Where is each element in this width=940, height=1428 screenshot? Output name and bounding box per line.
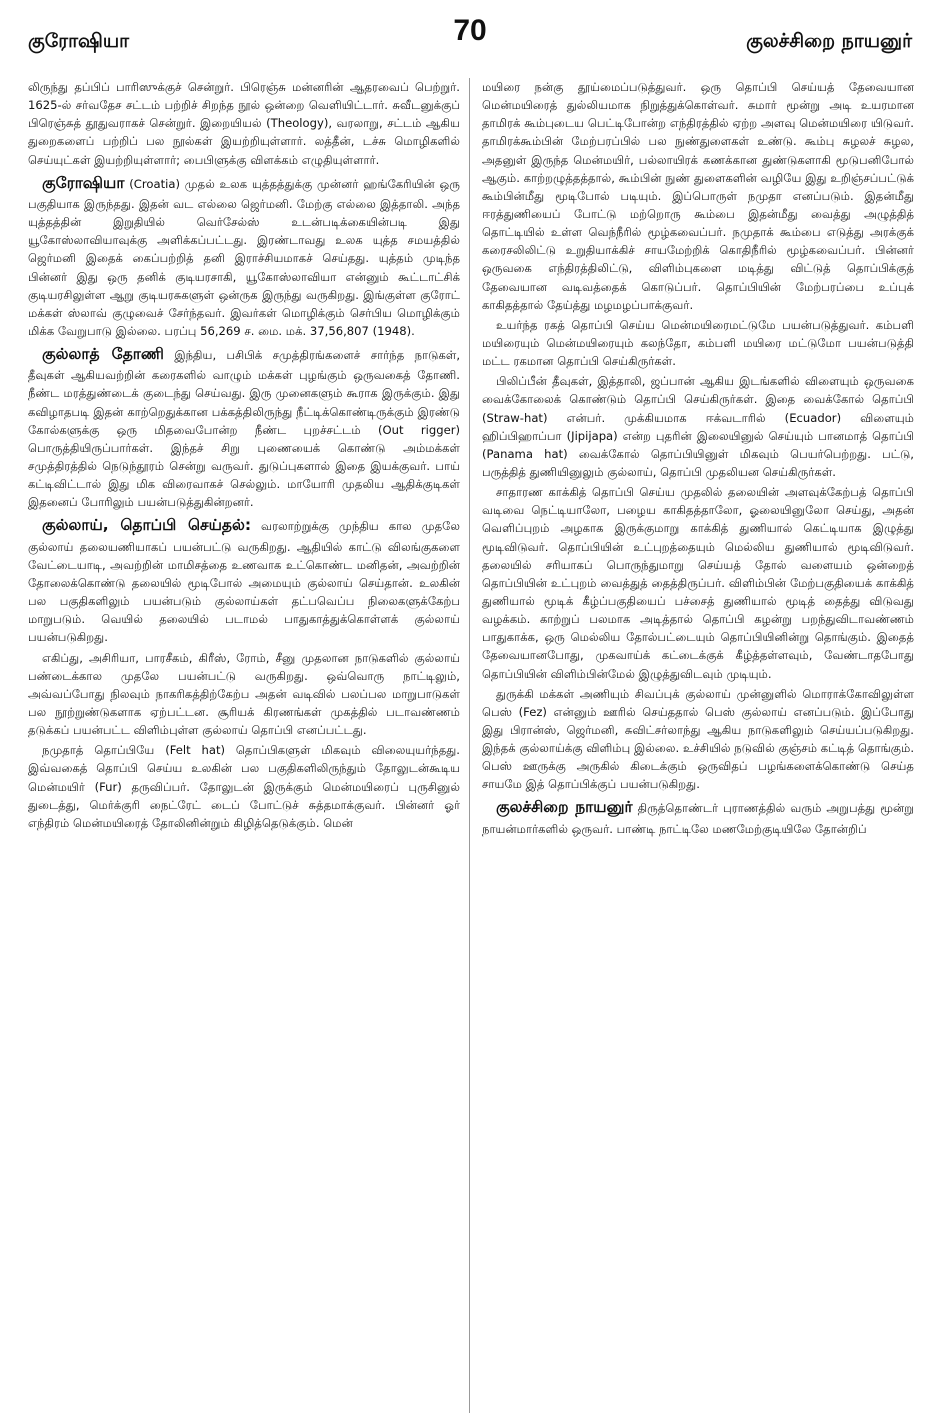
croatia-heading: குரோஷியா: [42, 173, 125, 192]
grotius-continuation: லிருந்து தப்பிப் பாரிஸுக்குச் சென்றுர். பிரெஞ்சு மன்னரின் ஆதரவைப் பெற்றுர். 1625-ல் சர்வதேச சட்டம் பற்றிச் சிறந்த நூல் ஒன்றை வெளியிட்டார். சுவீடனுக்குப் பிரெஞ்சுத் தூதுவராகச் சென்றுர். இறையியல் (Theology), வரலாறு, சட்டம் ஆகிய துறைகளைப் பற்றிப் பல நூல்கள் இயற்றியுள்ளார். லத்தீன், டச்சு மொழிகளில் செய்யுட்கள் இயற்றியுள்ளார்; பைபிளுக்கு விளக்கம் எழுதியுள்ளார்.: [28, 80, 460, 167]
outrigger-boat-text: இந்திய, பசிபிக் சமுத்திரங்களைச் சார்ந்த நாடுகள், தீவுகள் ஆகியவற்றின் கரைகளில் வாழும் மக்கள் புழங்கும் ஒருவகைத் தோணி. நீண்ட மரத்துண்டைக் குடைந்து செய்வது. இரு முனைகளும் கூராக இருக்கும். இது கவிழாதபடி இதன் காற்றெதுக்கான பக்கத்திலிருந்து நீட்டிக்கொண்டிருக்கும் இரண்டு கோல்களுக்கு ஒரு மிதவைபோன்ற நீண்ட புறச்சட்டம் (Out rigger) பொருத்தியிருப்பார்கள். இந்தச் சிறு புணையைக் கொண்டு அம்மக்கள் சமுத்திரத்தில் நெடுந்தூரம் சென்று வருவர். துடுப்புகளால் இதை இயக்குவர். பாய் கட்டிவிட்டால் இது மிக விரைவாகச் செல்லும். மாயோரி முதலிய ஆதிக்குடிகள் இதனைப் போரிலும் பயன்படுத்துகின்றனர்.: [28, 348, 460, 510]
felt-process-paragraph: மயிரை நன்கு தூய்மைப்படுத்துவர். ஒரு தொப்பி செய்யத் தேவையான மென்மயிரைத் துல்லியமாக நிறுத்துக்கொள்வர். சுமார் மூன்று அடி உயரமான தாமிரக் கூம்புடைய பெட்டிபோன்ற எந்திரத்தில் ஏற்ற அளவு மென்மயிரை யிடுவர். தாமிரக்கூம்பின் மேற்பரப்பில் பல நுண்துளைகள் உண்டு. கூம்பு சுழலச் சுழல, அதனுள் இருந்த மென்மயிர், பல்லாயிரக் கணக்கான துண்டுகளாகி மூடுபனிபோல் ஆகும். காற்றழுத்தத்தால், கூம்பின் நுண் துளைகளின் வழியே இது உறிஞ்சப்பட்டுக் கூம்பின்மீது மூடிபோல் படியும். இப்பொருள் நமுதா எனப்படும். இதன்மீது ஈரத்துணியைப் போட்டு மற்றொரு கூம்பை இதன்மீது வைத்து அழுத்தித் தொட்டியில் உள்ள வெந்நீரில் மூழ்கவைப்பர். நமுதாக் கூம்பை எடுத்து அரக்குக் கரைசலிலிட்டு உறுதியாக்கிச் சாயமேற்றிக் கொதிநீரில் மூழ்கவைப்பர். பின்னர் ஒருவகை எந்திரத்திலிட்டு, விளிம்புகளை மடித்து விட்டுத் தொப்பிக்குத் தேவையான வடிவத்தைக் கொடுப்பர். தொப்பியின் மேற்பரப்பை உப்புக் காகிதத்தால் தேய்த்து மழமழப்பாக்குவர்.: [482, 80, 914, 312]
hat-making-entry: [28, 513, 460, 646]
left-column: [28, 78, 460, 1413]
kulachirai-entry: [482, 795, 914, 837]
hat-history-paragraph: எகிப்து, அசிரியா, பாரசீகம், கிரீஸ், ரோம், சீனு முதலான நாடுகளில் குல்லாய் பண்டைக்கால முதலே பயன்பட்டு வருகிறது. ஒவ்வொரு நாட்டிலும், அவ்வப்போது நிலவும் நாகரிகத்திற்கேற்ப அதன் வடிவில் பலப்பல மாறுபாடுகள் பல நூற்றுண்டுகளாக ஏற்பட்டன. சூரியக் கிரணங்கள் முகத்தில் படாவண்ணம் தடுக்கப் பயன்பட்ட விளிம்புள்ள குல்லாய் தொப்பி எனப்பட்டது.: [28, 650, 460, 738]
running-head-left: குரோஷியா: [28, 30, 130, 52]
fez-paragraph: துருக்கி மக்கள் அணியும் சிவப்புக் குல்லாய் முன்னுளில் மொராக்கோவிலுள்ள பெஸ் (Fez) என்னும் ஊரில் செய்ததால் பெஸ் குல்லாய் எனப்படும். இப்போது இது பிரான்ஸ், ஜெர்மனி, சுவிட்சர்லாந்து ஆகிய நாடுகளிலும் செய்யப்படுகிறது. இந்தக் குல்லாய்க்கு விளிம்பு இல்லை. உச்சியில் நடுவில் குஞ்சம் கட்டித் தொங்கும். பெஸ் ஊருக்கு அருகில் கிடைக்கும் ஒருவிதப் பழங்களைக்கொண்டு செய்த சாயமே இத் தொப்பிக்குப் பயன்படுகிறது.: [482, 686, 914, 792]
column-divider: [469, 78, 470, 1413]
running-head-right: குலச்சிறை நாயனுர்: [746, 30, 912, 52]
kulachirai-text: திருத்தொண்டர் புராணத்தில் வரும் அறுபத்து மூன்று நாயன்மார்களில் ஒருவர். பாண்டி நாட்டிலே மணமேற்குடியிலே தோன்றிப்: [482, 801, 914, 836]
kulachirai-heading: குலச்சிறை நாயனுர்: [496, 798, 633, 817]
hat-making-heading: குல்லாய், தொப்பி செய்தல்:: [42, 516, 252, 535]
hat-making-text: வரலாற்றுக்கு முந்திய கால முதலே குல்லாய் தலையணியாகப் பயன்பட்டு வருகிறது. ஆதியில் காட்டு விலங்குகளை வேட்டையாடி, அவற்றின் மாமிசத்தை உணவாக உட்கொண்ட மனிதன், அவற்றின் தோலைக்கொண்டு தலையில் மூடிபோல் அமையும் குல்லாய் செய்தான். உலகின் பல பகுதிகளிலும் பயன்படும் குல்லாய்கள் தட்பவெப்ப நிலைகளுக்கேற்ப மாறுபடும். வெயில் தலையில் படாமல் பாதுகாத்துக்கொள்ளக் குல்லாய் பயன்படுகிறது.: [28, 519, 460, 645]
khaki-hat-paragraph: சாதாரண காக்கித் தொப்பி செய்ய முதலில் தலையின் அளவுக்கேற்பத் தொப்பி வடிவை நெட்டியாலோ, பழைய காகிதத்தாலோ, ஓலையினுலோ செய்து, அதன் வெளிப்புறம் அழகாக இருக்குமாறு காக்கித் துணியால் கெட்டியாக இழுத்து மூடிவிடுவர். தொப்பியின் உட்புறத்தையும் மெல்லிய துணியால் மூடிவிடுவர். தலையில் சரியாகப் பொருந்துமாறு செய்யத் தோல் வளையம் ஒன்றைத் தொப்பியின் உட்புறம் வைத்துத் தைத்திருப்பர். விளிம்பின் மேற்பகுதியைக் காக்கித் துணியால் மூடிக் கீழ்ப்பகுதியைப் பச்சைத் துணியால் மூடித் தைத்து விடுவது வழக்கம். காற்றுப் பலமாக அடித்தால் தொப்பி கழன்று பறந்துவிடாவண்ணம் பாதுகாக்க, ஒரு மெல்லிய தோல்பட்டையும் தொப்பியினின்று தொங்கும். இதைத் தேவையானபோது, முகவாய்க் கட்டைக்குக் கீழ்த்தள்ளவும், வேண்டாதபோது தொப்பியின் விளிம்பின்மேல் இழுத்துவிடவும் முடியும்.: [482, 485, 914, 681]
quality-hat-paragraph: உயர்ந்த ரகத் தொப்பி செய்ய மென்மயிரைமட்டுமே பயன்படுத்துவர். கம்பளி மயிரையும் மென்மயிரையும் கலந்தோ, கம்பளி மயிரை மட்டுமோ பயன்படுத்தி மட்ட ரகமான தொப்பி செய்கிருர்கள்.: [482, 317, 914, 369]
outrigger-boat-heading: குல்லாத் தோணி: [42, 345, 164, 364]
straw-hat-paragraph: பிலிப்பீன் தீவுகள், இத்தாலி, ஜப்பான் ஆகிய இடங்களில் விளையும் ஒருவகை வைக்கோலைக் கொண்டும் தொப்பி செய்கிருர்கள். இதை வைக்கோல் தொப்பி (Straw-hat) என்பர். முக்கியமாக ஈக்வடாரில் (Ecuador) விளையும் ஹிப்பிஹாப்பா (Jipijapa) என்ற புதரின் இலையினுல் செய்யும் பானமாத் தொப்பி (Panama hat) வைக்கோல் தொப்பியினுள் மிகவும் பெயர்பெற்றது. பட்டு, பருத்தித் துணியினுலும் குல்லாய், தொப்பி முதலியன செய்கிருர்கள்.: [482, 374, 914, 479]
croatia-entry: [28, 171, 460, 340]
page-header: [28, 14, 912, 54]
right-column: [482, 78, 914, 1413]
page-number: 70: [453, 14, 487, 47]
felt-hat-paragraph: நமுதாத் தொப்பியே (Felt hat) தொப்பிகளுள் மிகவும் விலையுயர்ந்தது. இவ்வகைத் தொப்பி செய்ய உலகின் பல பகுதிகளிலிருந்தும் தோலுடன்கூடிய மென்மயிர் (Fur) தருவிப்பர். தோலுடன் இருக்கும் மென்மயிரைப் புருசினுல் துடைத்து, மெர்க்குரி நைட்ரேட் டைப் போட்டுச் சுத்தமாக்குவர். பின்னர் ஓர் எந்திரம் மென்மயிரைத் தோலினின்றும் கிழித்தெடுக்கும். மென்: [28, 743, 460, 830]
outrigger-boat-entry: [28, 342, 460, 511]
croatia-text: (Croatia) முதல் உலக யுத்தத்துக்கு முன்னர் ஹங்கேரியின் ஒரு பகுதியாக இருந்தது. இதன் வட எல்லை ஜெர்மனி. மேற்கு எல்லை இத்தாலி. அந்த யுத்தத்தின் இறுதியில் வெர்சேல்ஸ் உடன்படிக்கையின்படி இது யூகோஸ்லாவியாவுக்கு அளிக்கப்பட்டது. இரண்டாவது உலக யுத்த சமயத்தில் ஜெர்மனி இதைக் கைப்பற்றித் தனி இராச்சியமாகச் செய்தது. யுத்தம் முடிந்த பின்னர் இது ஒரு தனிக் குடியரசாகி, யூகோஸ்லாவியா என்னும் கூட்டாட்சிக் குடியரசிலுள்ள ஆறு குடியரசுகளுள் ஒன்ருக இருந்து வருகிறது. இங்குள்ள குரோட் மக்கள் ஸ்லாவ் குழுவைச் சேர்ந்தவர். இவர்கள் மொழிக்கும் செர்பிய மொழிக்கும் மிக்க வேறுபாடு இல்லை. பரப்பு 56,269 ச. மை. மக். 37,56,807 (1948).: [28, 176, 460, 338]
